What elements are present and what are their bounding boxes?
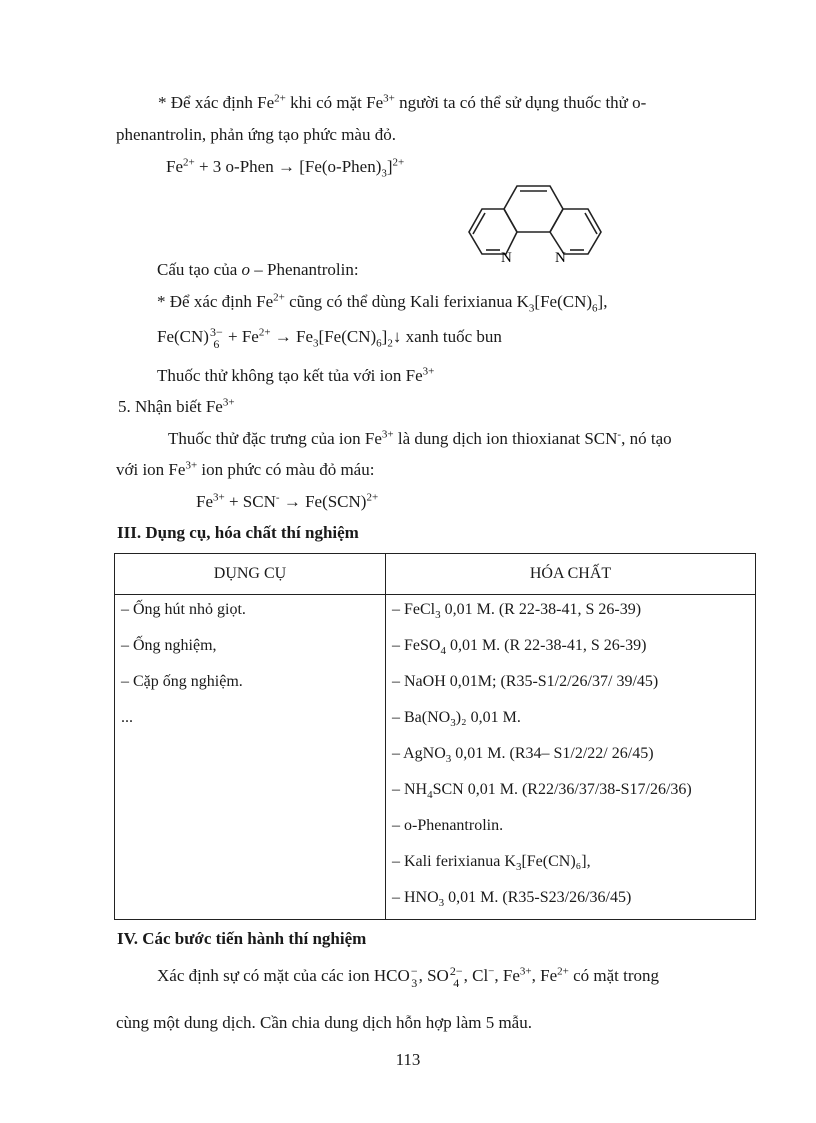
chemical-text: – FeCl: [392, 601, 436, 618]
subscript: 6: [592, 302, 598, 315]
page-number: 113: [395, 1050, 421, 1069]
text: ]: [386, 157, 393, 176]
chemical-text: – FeSO: [392, 637, 441, 654]
chemical-text: – o-Phenantrolin.: [392, 817, 504, 834]
subscript: 3: [435, 609, 441, 622]
table-row: [115, 595, 756, 920]
paragraph-line: phenantrolin, phản ứng tạo phức màu đỏ.: [116, 125, 396, 144]
superscript: −: [488, 965, 495, 978]
text: với ion Fe: [116, 460, 186, 479]
text: + SCN: [224, 492, 276, 511]
chemical-text: 0,01 M. (R 22-38-41, S 26-39): [440, 601, 642, 618]
chemical-text: )₂ 0,01 M.: [455, 709, 521, 726]
chemical-item: [392, 847, 755, 883]
superscript: 2+: [366, 491, 379, 504]
text: , Cl: [463, 966, 489, 985]
chemical-item: [392, 739, 755, 775]
tool-item: ...: [121, 709, 133, 726]
charge-fraction: [411, 965, 418, 989]
text: Fe: [196, 492, 213, 511]
chemical-text: – NaOH 0,01M; (R35-S1/2/26/37/ 39/45): [392, 673, 659, 690]
superscript: -: [617, 428, 622, 441]
text: Thuốc thử không tạo kết tủa với ion Fe: [157, 366, 423, 385]
superscript: 3+: [422, 365, 435, 378]
equipment-chemicals-table: [114, 553, 756, 920]
nitrogen-label-1: N: [501, 250, 512, 266]
text: , SO: [418, 966, 449, 985]
paragraph-ions: [157, 965, 659, 989]
chemical-text: 0,01 M. (R35-S23/26/36/45): [444, 889, 632, 906]
chemical-text: [Fe(CN)₆],: [521, 853, 591, 870]
tools-cell: [115, 595, 386, 920]
fraction-top: −: [410, 964, 418, 979]
text: có mặt trong: [568, 966, 659, 985]
fraction-bottom: 6: [213, 337, 220, 352]
nitrogen-label-2: N: [555, 250, 566, 266]
text: là dung dịch ion thioxianat SCN: [393, 429, 618, 448]
text: + 3 o-Phen → [Fe(o-Phen): [194, 157, 382, 176]
fraction-top: 2−: [449, 964, 463, 979]
text: cũng có thể dùng Kali ferixianua K: [284, 292, 529, 311]
tools-list: [115, 595, 385, 739]
chemical-item: [392, 811, 755, 847]
fraction-top: 3−: [209, 325, 223, 340]
text: * Để xác định Fe: [157, 292, 274, 311]
subscript: 3: [381, 167, 387, 180]
subscript: 2: [387, 337, 393, 350]
superscript: 3+: [519, 965, 532, 978]
superscript: 2+: [274, 92, 286, 105]
subscript: 4: [440, 645, 446, 658]
equation-phen: [166, 156, 404, 178]
superscript: 2+: [273, 291, 285, 304]
paragraph-line: cùng một dung dịch. Cần chia dung dịch hỗn hợp làm 5 mẫu.: [116, 1013, 532, 1032]
chemical-text: 0,01 M. (R 22-38-41, S 26-39): [445, 637, 647, 654]
chemical-text: – NH: [392, 781, 428, 798]
text: khi có mặt Fe: [285, 93, 384, 112]
subscript: 3: [515, 861, 522, 874]
heading-section-4: IV. Các bước tiến hành thí nghiệm: [117, 929, 367, 948]
paragraph-ferricyanide: [157, 291, 607, 313]
text: , nó tạo: [621, 429, 672, 448]
chemical-text: – Kali ferixianua K: [392, 853, 516, 870]
table-header-row: [115, 554, 756, 595]
text: Cấu tạo của: [157, 260, 242, 279]
superscript: 2+: [392, 156, 405, 169]
chemical-text: – HNO: [392, 889, 439, 906]
subscript: 4: [427, 789, 433, 802]
chemical-item: [392, 775, 755, 811]
text: ],: [597, 292, 608, 311]
superscript: 3+: [383, 92, 395, 105]
chemical-text: – Ba(NO: [392, 709, 451, 726]
subscript: 3: [528, 302, 535, 315]
subscript: 6: [376, 337, 382, 350]
superscript: 3+: [222, 396, 235, 409]
fraction-bottom: 4: [453, 976, 460, 991]
superscript: 3+: [213, 491, 225, 504]
text: → Fe: [270, 327, 314, 346]
tool-item: – Ống hút nhỏ giọt.: [121, 601, 246, 618]
chemicals-cell: [386, 595, 756, 920]
paragraph-no-precipitate: [157, 365, 434, 387]
chemical-item: [392, 703, 755, 739]
text: , Fe: [531, 966, 558, 985]
superscript: 2+: [557, 965, 569, 978]
chemicals-list: [386, 595, 755, 919]
text: ion phức có màu đỏ máu:: [197, 460, 375, 479]
text: → Fe(SCN): [279, 492, 367, 511]
paragraph-line: [116, 459, 374, 481]
header-chemicals: HÓA CHẤT: [386, 554, 756, 595]
heading-section-3: III. Dụng cụ, hóa chất thí nghiệm: [117, 523, 359, 542]
equation-turnbull: [157, 326, 502, 350]
superscript: 2+: [258, 326, 271, 339]
chemical-item: [392, 667, 755, 703]
text: Fe: [166, 157, 183, 176]
text: Xác định sự có mặt của các ion HCO: [157, 966, 410, 985]
text: Thuốc thử đặc trưng của ion Fe: [168, 429, 382, 448]
subscript: 3: [450, 717, 456, 730]
subscript: 3: [313, 337, 319, 350]
chemical-item: [392, 883, 755, 919]
subscript: 3: [438, 897, 445, 910]
superscript: 3+: [185, 459, 198, 472]
fraction-bottom: 3: [411, 976, 418, 991]
superscript: -: [275, 491, 280, 504]
charge-fraction: [210, 326, 223, 350]
heading-identify-fe3: [118, 396, 235, 418]
superscript: 2+: [183, 156, 195, 169]
equation-fe-scn: [196, 491, 378, 513]
text: Fe(CN): [157, 327, 209, 346]
italic-text: o: [241, 260, 250, 279]
chemical-text: – AgNO: [392, 745, 446, 762]
chemical-item: [392, 631, 755, 667]
text: – Phenantrolin:: [250, 260, 359, 279]
paragraph-thiocyanate: [168, 428, 672, 450]
text: [Fe(CN): [318, 327, 377, 346]
tool-item: – Ống nghiệm,: [121, 637, 217, 654]
subscript: 3: [445, 753, 452, 766]
text: + Fe: [223, 327, 259, 346]
structure-caption: [157, 259, 359, 281]
text: , Fe: [494, 966, 520, 985]
text: ↓ xanh tuốc bun: [392, 327, 502, 346]
text: ]: [381, 327, 388, 346]
chemical-text: 0,01 M. (R34– S1/2/22/ 26/45): [451, 745, 654, 762]
header-tools: DỤNG CỤ: [115, 554, 386, 595]
text: [Fe(CN): [534, 292, 593, 311]
charge-fraction: [450, 965, 463, 989]
text: * Để xác định Fe: [158, 93, 275, 112]
paragraph-fe2-detection: [158, 92, 646, 114]
superscript: 3+: [381, 428, 394, 441]
tool-item: – Cặp ống nghiệm.: [121, 673, 243, 690]
text: 5. Nhận biết Fe: [118, 397, 223, 416]
text: người ta có thể sử dụng thuốc thử o-: [394, 93, 647, 112]
chemical-item: [392, 595, 755, 631]
phenanthroline-structure: [462, 182, 612, 274]
chemical-text: SCN 0,01 M. (R22/36/37/38-S17/26/36): [432, 781, 692, 798]
